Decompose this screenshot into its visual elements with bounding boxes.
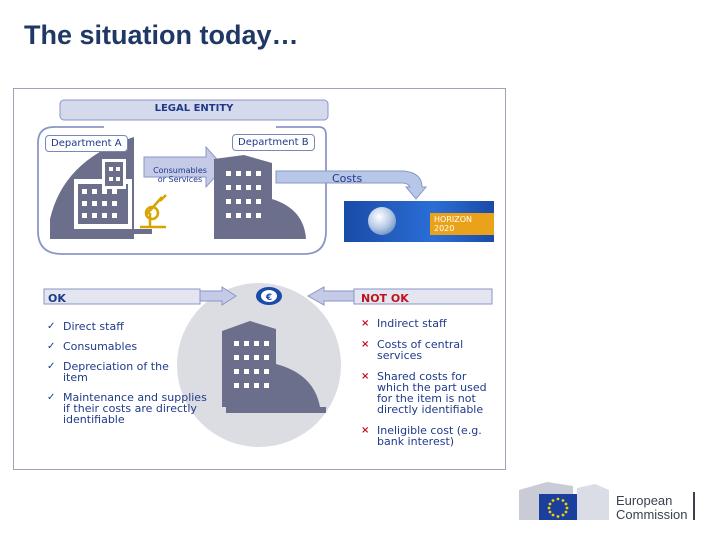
not-ok-arrow <box>308 287 354 305</box>
cross-icon: × <box>361 425 370 436</box>
department-a-label: Department A <box>45 135 128 152</box>
check-icon: ✓ <box>47 341 56 352</box>
building-a-icon <box>50 137 152 239</box>
list-item: × Shared costs for which the part used for the item is not directly identifiable <box>361 370 487 416</box>
cross-icon: × <box>361 318 370 329</box>
microscope-icon <box>140 195 166 227</box>
list-item: ✓ Maintenance and supplies if their costs are directly identifiable <box>47 391 207 426</box>
not-ok-list <box>361 318 501 447</box>
ok-title: OK <box>48 292 66 305</box>
building-b-icon <box>214 155 306 239</box>
horizon-2020-label: HORIZON 2020 <box>430 213 494 235</box>
euro-symbol: € <box>265 293 273 303</box>
horizon-2020-banner <box>344 201 494 242</box>
check-icon: ✓ <box>47 361 56 372</box>
ec-logo-line2: Commission <box>616 507 688 522</box>
funding-diagram <box>13 88 506 470</box>
cross-icon: × <box>361 371 370 382</box>
check-icon: ✓ <box>47 392 56 403</box>
list-item: ✓ Consumables <box>47 340 138 353</box>
ec-logo-text <box>616 494 688 522</box>
list-item: × Indirect staff <box>361 317 447 330</box>
cross-icon: × <box>361 339 370 350</box>
costs-label: Costs <box>332 172 363 185</box>
legal-entity-label: LEGAL ENTITY <box>154 103 234 114</box>
globe-icon <box>368 207 396 235</box>
ok-list <box>47 321 217 425</box>
list-item: × Costs of central services <box>361 338 464 362</box>
page-title: The situation today… <box>24 20 299 50</box>
department-b-label: Department B <box>232 134 315 151</box>
consumables-label: Consumables or Services <box>153 166 207 184</box>
not-ok-title: NOT OK <box>361 292 409 305</box>
list-item: ✓ Depreciation of the item <box>47 360 169 384</box>
list-item: × Ineligible cost (e.g. bank interest) <box>361 424 482 448</box>
check-icon: ✓ <box>47 321 56 332</box>
ec-logo-line1: European <box>616 493 673 508</box>
ok-box <box>44 289 200 304</box>
list-item: ✓ Direct staff <box>47 320 124 333</box>
